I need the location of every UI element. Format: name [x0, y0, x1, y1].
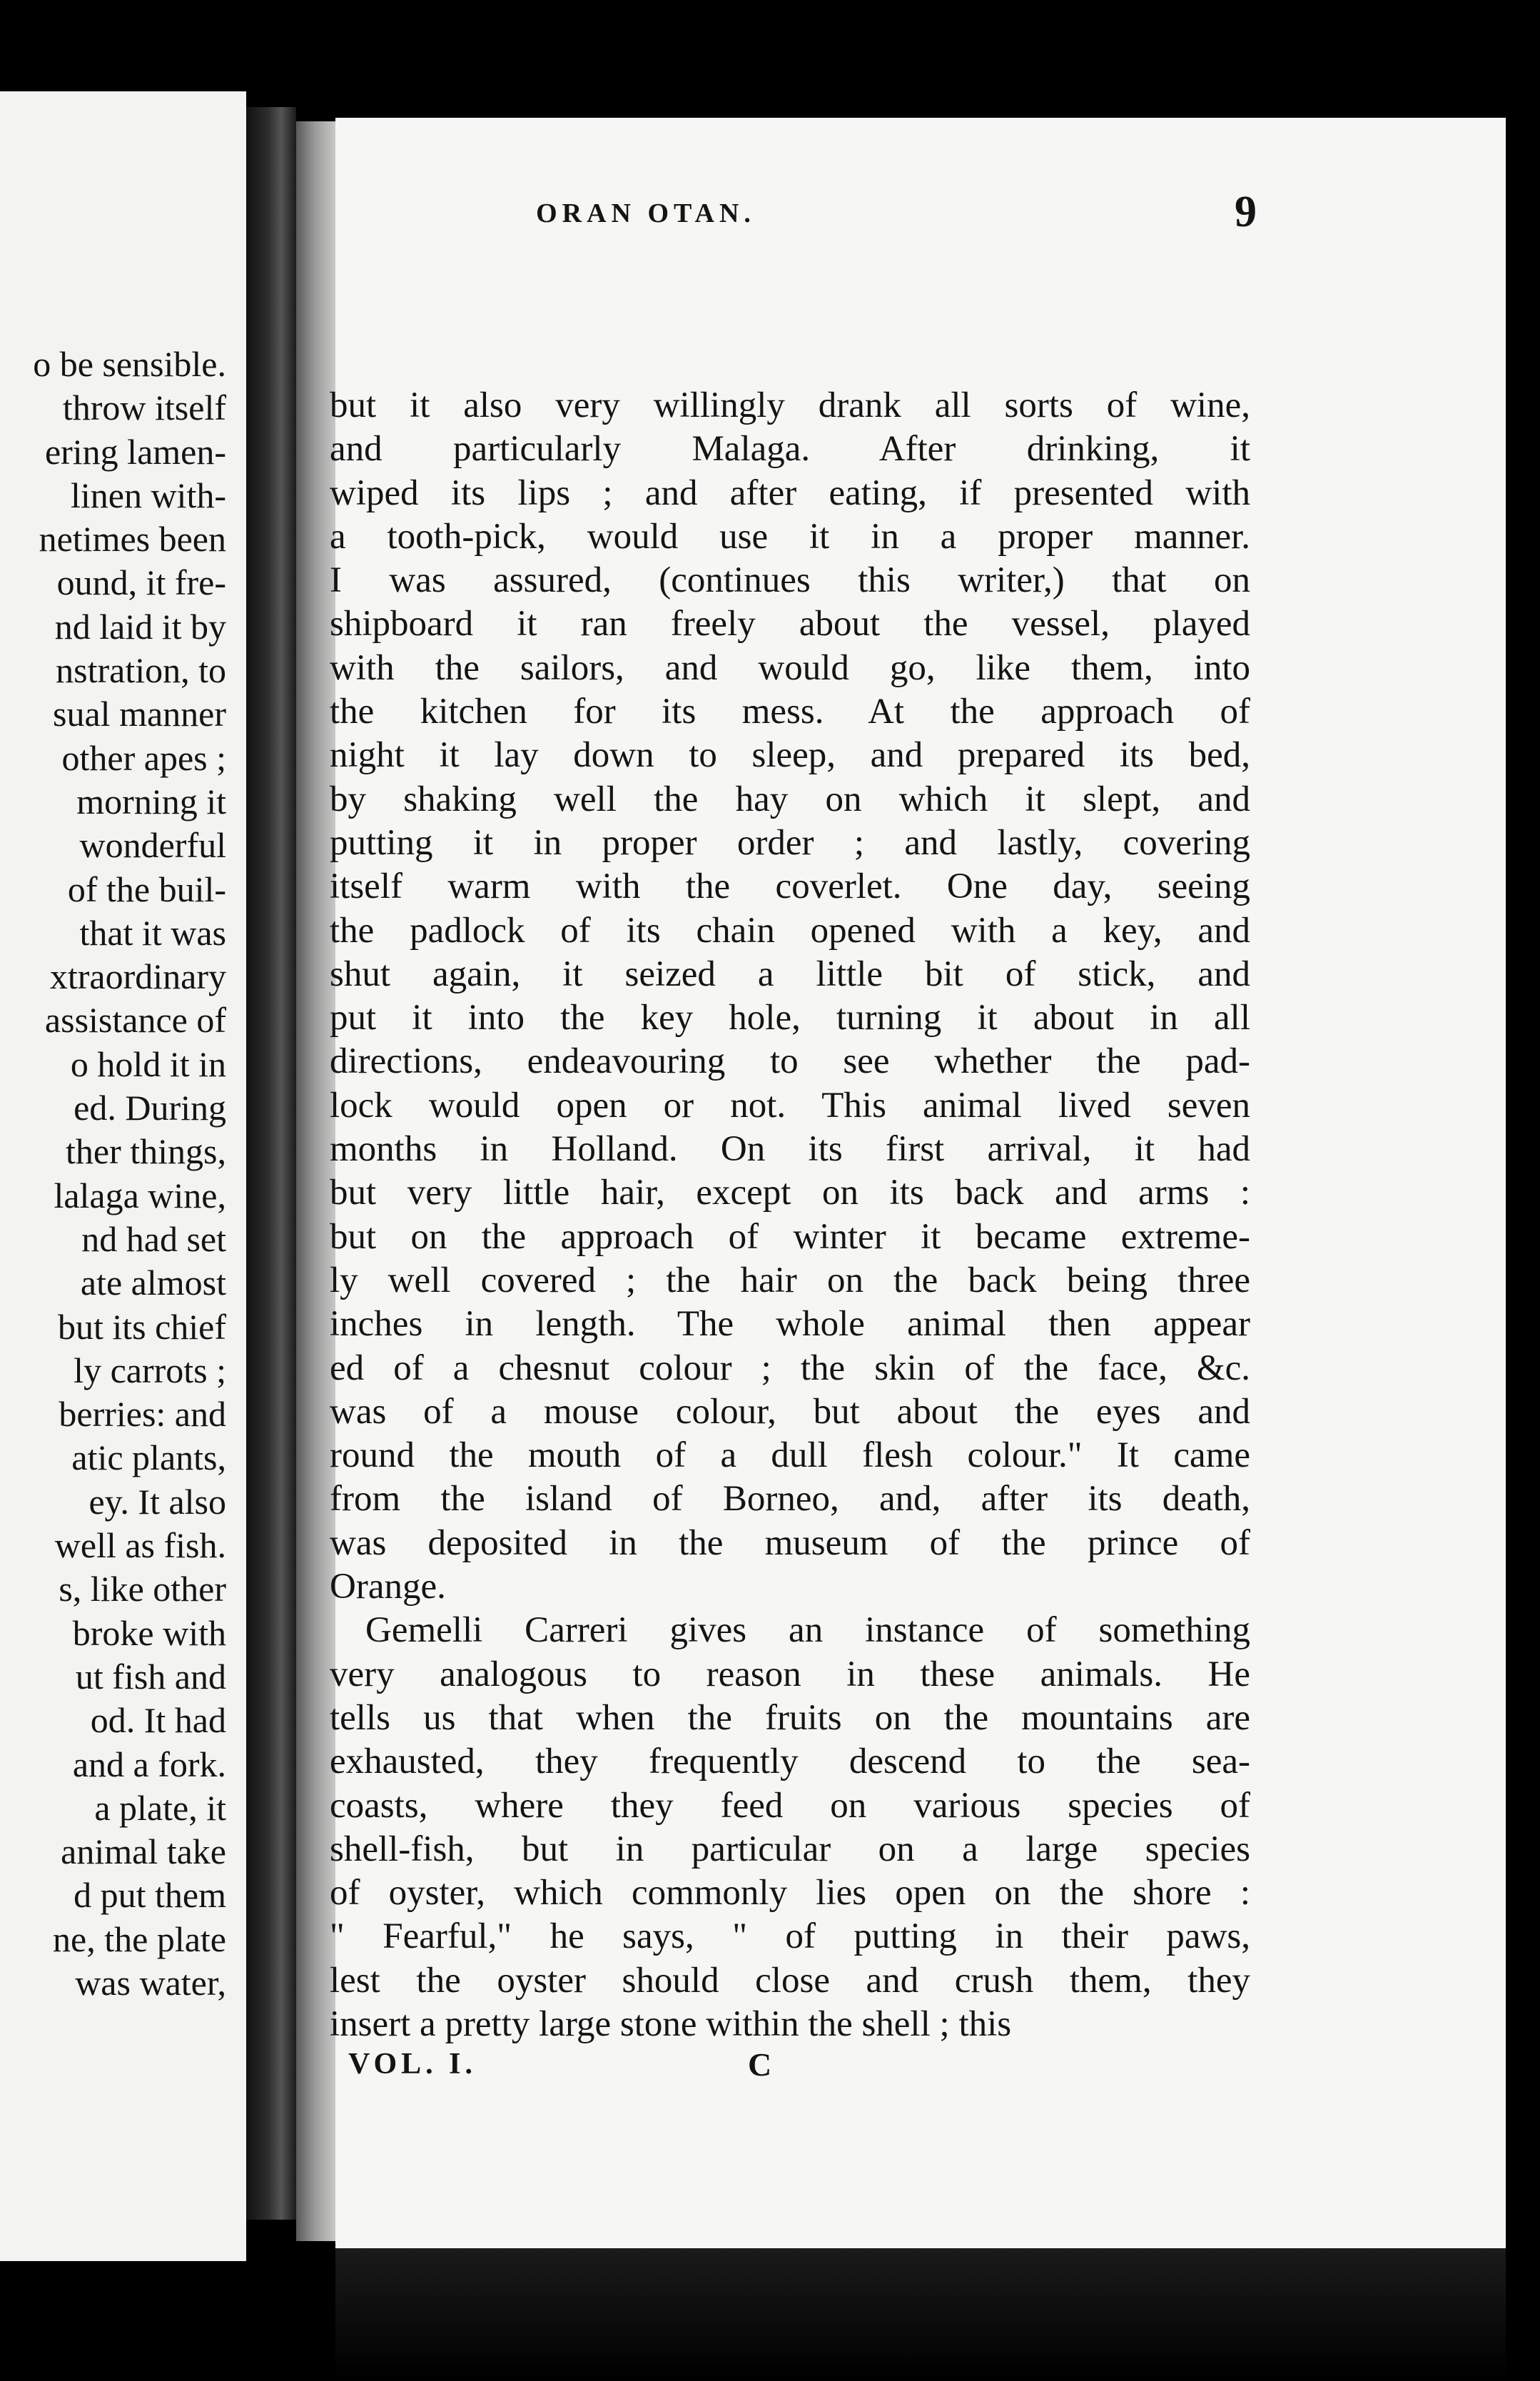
previous-page-line: that it was: [79, 912, 226, 953]
previous-page-line: linen with-: [70, 475, 226, 515]
text-line: exhausted, they frequently descend to the sea-: [330, 1741, 1250, 1782]
text-line: the padlock of its chain opened with a key, and: [330, 910, 1250, 951]
previous-page-line: other apes ;: [61, 737, 226, 778]
previous-page-line: throw itself: [62, 388, 226, 428]
previous-page-line: d put them: [74, 1875, 226, 1916]
previous-page-line: od. It had: [90, 1700, 226, 1741]
text-line: months in Holland. On its first arrival, it had: [330, 1129, 1250, 1170]
previous-page-line: of the buil-: [67, 869, 226, 909]
text-line: insert a pretty large stone within the shell ; this: [330, 2003, 1012, 2044]
page-body-text: [330, 384, 1250, 2046]
text-line: putting it in proper order ; and lastly, covering: [330, 822, 1250, 863]
running-head: ORAN OTAN.: [536, 198, 756, 228]
text-line: a tooth-pick, would use it in a proper manner.: [330, 516, 1250, 557]
text-line: shipboard it ran freely about the vessel, played: [330, 604, 1250, 644]
text-line: Gemelli Carreri gives an instance of something: [365, 1610, 1250, 1651]
text-line: ly well covered ; the hair on the back being three: [330, 1260, 1250, 1300]
text-line: itself warm with the coverlet. One day, seeing: [330, 866, 1250, 907]
previous-page-line: berries: and: [59, 1394, 226, 1435]
previous-page-line: animal take: [61, 1831, 226, 1872]
book-gutter: [246, 107, 296, 2220]
text-line: the kitchen for its mess. At the approach of: [330, 692, 1250, 732]
text-line: but very little hair, except on its back and arms :: [330, 1173, 1250, 1213]
text-line: inches in length. The whole animal then appear: [330, 1304, 1250, 1345]
previous-page-line: ly carrots ;: [74, 1350, 226, 1390]
previous-page-line: ound, it fre-: [56, 562, 226, 603]
text-line: shut again, it seized a little bit of stick, and: [330, 954, 1250, 994]
previous-page-line: sual manner: [53, 694, 226, 734]
previous-page-line: ate almost: [80, 1263, 226, 1303]
text-line: tells us that when the fruits on the mountains are: [330, 1697, 1250, 1738]
previous-page-line: s, like other: [59, 1569, 226, 1609]
text-line: of oyster, which commonly lies open on the shore :: [330, 1873, 1250, 1914]
previous-page-line: atic plants,: [71, 1437, 226, 1478]
volume-signature: VOL. I.: [348, 2048, 477, 2081]
previous-page-line: morning it: [76, 781, 226, 822]
previous-page-line: nd had set: [81, 1218, 226, 1259]
text-line: with the sailors, and would go, like them, into: [330, 647, 1250, 688]
text-line: directions, endeavouring to see whether the pad-: [330, 1041, 1250, 1082]
text-line: shell-fish, but in particular on a large species: [330, 1829, 1250, 1869]
text-line: Orange.: [330, 1567, 446, 1607]
page-number: 9: [1235, 188, 1257, 236]
text-line: very analogous to reason in these animals. He: [330, 1654, 1250, 1694]
text-line: round the mouth of a dull flesh colour." It came: [330, 1435, 1250, 1476]
previous-page-line: ey. It also: [88, 1481, 226, 1522]
text-line: from the island of Borneo, and, after its death,: [330, 1479, 1250, 1520]
previous-page-line: xtraordinary: [49, 956, 226, 997]
previous-page-line: ut fish and: [75, 1656, 226, 1697]
text-line: wiped its lips ; and after eating, if presented with: [330, 472, 1250, 513]
previous-page-line: ther things,: [66, 1131, 226, 1172]
previous-page-line: a plate, it: [94, 1787, 226, 1828]
text-line: but on the approach of winter it became extreme-: [330, 1216, 1250, 1257]
previous-page-line: o be sensible.: [33, 344, 226, 384]
previous-page-text: [0, 343, 226, 2005]
text-line: lock would open or not. This animal lived seven: [330, 1085, 1250, 1126]
text-line: lest the oyster should close and crush them, they: [330, 1960, 1250, 2001]
text-line: and particularly Malaga. After drinking, it: [330, 429, 1250, 470]
text-line: by shaking well the hay on which it slept, and: [330, 779, 1250, 819]
text-line: coasts, where they feed on various species of: [330, 1785, 1250, 1826]
previous-page-line: but its chief: [57, 1306, 226, 1347]
text-line: was of a mouse colour, but about the eyes and: [330, 1391, 1250, 1432]
previous-page-line: o hold it in: [70, 1043, 226, 1084]
previous-page-line: nd laid it by: [54, 606, 226, 647]
previous-page-fragment: [0, 91, 246, 2261]
signature-mark: C: [748, 2046, 772, 2083]
previous-page-line: lalaga wine,: [54, 1175, 226, 1215]
previous-page-line: broke with: [72, 1612, 226, 1653]
previous-page-line: nstration, to: [56, 650, 226, 691]
previous-page-line: and a fork.: [72, 1744, 226, 1784]
text-line: was deposited in the museum of the prince of: [330, 1522, 1250, 1563]
text-line: ed of a chesnut colour ; the skin of the face, &c.: [330, 1348, 1250, 1388]
right-edge: [1506, 114, 1540, 2255]
text-line: I was assured, (continues this writer,) that on: [330, 560, 1250, 601]
previous-page-line: was water,: [75, 1962, 226, 2003]
previous-page-line: ering lamen-: [44, 431, 226, 472]
previous-page-line: well as fish.: [54, 1525, 226, 1566]
previous-page-line: netimes been: [39, 519, 226, 560]
previous-page-line: ed. During: [74, 1088, 226, 1128]
bottom-edge: [335, 2248, 1506, 2381]
previous-page-line: wonderful: [79, 825, 226, 866]
text-line: " Fearful," he says, " of putting in their paws,: [330, 1916, 1250, 1957]
previous-page-line: ne, the plate: [53, 1919, 226, 1959]
text-line: put it into the key hole, turning it about in all: [330, 998, 1250, 1038]
text-line: but it also very willingly drank all sorts of wine,: [330, 385, 1250, 425]
text-line: night it lay down to sleep, and prepared its bed,: [330, 735, 1250, 776]
previous-page-line: assistance of: [44, 1000, 226, 1041]
